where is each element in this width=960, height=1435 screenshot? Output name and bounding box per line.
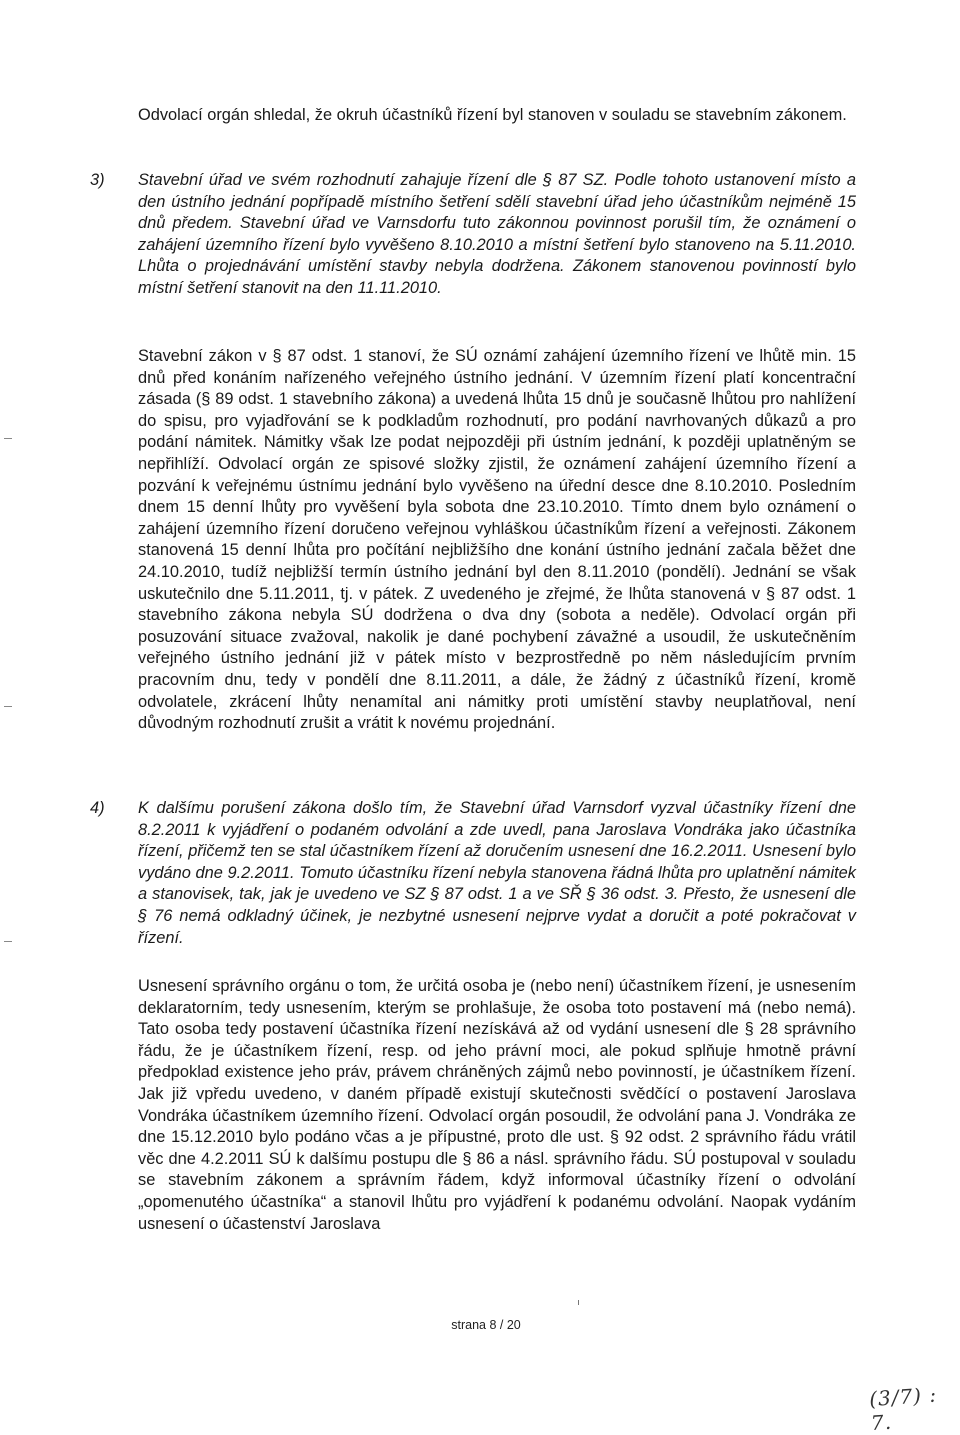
- margin-mark: [4, 706, 12, 707]
- margin-mark: [4, 941, 12, 942]
- margin-tick-mark: [578, 1300, 579, 1305]
- list-number-4: 4): [90, 799, 105, 817]
- list-number-3: 3): [90, 171, 105, 189]
- handwritten-annotation: (3/7) : 7.: [868, 1382, 938, 1435]
- paragraph-intro: Odvolací orgán shledal, že okruh účastníků řízení byl stanoven v souladu se stavebním zákonem.: [138, 106, 847, 124]
- margin-mark: [4, 438, 12, 439]
- page-number: strana 8 / 20: [451, 1318, 521, 1332]
- paragraph-law: Stavební zákon v § 87 odst. 1 stanoví, že SÚ oznámí zahájení územního řízení ve lhůtě min. 15 dnů před konáním nařízeného veřejného ústního jednání. V územním řízení platí koncentrační zásada (§ 89 odst. 1 stavebního zákona) a uvedená lhůta 15 dnů je současně lhůtou pro nahlížení do spisu, pro vyjadřování se k podkladům rozhodnutí, pro podání navrhovaných důkazů a pro podání námitek. Námitky však lze podat nejpozději při ústním jednání, k později uplatněným se nepřihlíží. Odvolací orgán ze spisové složky zjistil, že oznámení zahájení územního řízení a pozvání k veřejnému ústnímu jednání bylo vyvěšeno na úřední desce dne 8.10.2010. Posledním dnem 15 denní lhůty pro vyvěšení byla sobota dne 23.10.2010. Tímto dnem bylo oznámení o zahájení územního řízení doručeno veřejnou vyhláškou účastníkům řízení a veřejnosti. Zákonem stanovená 15 denní lhůta pro počítání nejbližšího dne konání ústního jednání začala běžet dne 24.10.2010, tudíž nejbližší termín ústního jednání byl den 8.11.2010 (pondělí). Jednání se však uskutečnilo dne 5.11.2011, tj. v pátek. Z uvedeného je zřejmé, že lhůta stanovená v § 87 odst. 1 stavebního zákona nebyla SÚ dodržena o dva dny (sobota a neděle). Odvolací orgán při posuzování situace zvažoval, nakolik je dané pochybení závažné a usoudil, že uskutečněním veřejného ústního jednání již v pátek místo v bezprostředně po něm následujícím prvním pracovním dnu, tedy v pondělí dne 8.11.2011, a dále, že žádný z účastníků řízení, kromě odvolatele, zkrácení lhůty nenamítal ani námitky proti umístění stavby neuplatňoval, není důvodným rozhodnutí zrušit a vrátit k novému projednání.: [138, 347, 856, 733]
- paragraph-item-4: K dalšímu porušení zákona došlo tím, že Stavební úřad Varnsdorf vyzval účastníky řízení dne 8.2.2011 k vyjádření o podaném odvolání a zde uvedl, pana Jaroslava Vondráka jako účastníka řízení, přičemž ten se stal účastníkem řízení až doručením usnesení dne 16.2.2011. Usnesení bylo vydáno dne 9.2.2011. Tomuto účastníku řízení nebyla stanovena řádná lhůta pro uplatnění námitek a stanovisek, tak, jak je uvedeno ve SZ § 87 odst. 1 a ve SŘ § 36 odst. 3. Přesto, že usnesení dle § 76 nemá odkladný účinek, je nezbytné usnesení nejprve vydat a doručit a poté pokračovat v řízení.: [138, 799, 856, 947]
- paragraph-final: Usnesení správního orgánu o tom, že určitá osoba je (nebo není) účastníkem řízení, je usnesením deklaratorním, tedy usnesením, kterým se prohlašuje, že osoba toto postavení má (nebo nemá). Tato osoba tedy postavení účastníka řízení nezískává až od vydání usnesení dle § 28 správního řádu, že je účastníkem řízení, resp. od jeho právní moci, ale pokud splňuje hmotně právní předpoklad existence jeho práv, právem chráněných zájmů nebo povinností, je účastníkem řízení. Jak již vpředu uvedeno, v daném případě existují skutečnosti svědčící o postavení Jaroslava Vondráka účastníkem územního řízení. Odvolací orgán posoudil, že odvolání pana J. Vondráka ze dne 15.12.2010 bylo podáno včas a je přípustné, proto dle ust. § 92 odst. 2 správního řádu vrátil věc dne 4.2.2011 SÚ k dalšímu postupu dle § 86 a násl. správního řádu. SÚ postupoval v souladu se stavebním zákonem a správním řádem, když informoval účastníky řízení o odvolání „opomenutého účastníka“ a stanovil lhůtu pro vyjádření k podanému odvolání. Naopak vydáním usnesení o účastenství Jaroslava: [138, 977, 856, 1233]
- paragraph-item-3: Stavební úřad ve svém rozhodnutí zahajuje řízení dle § 87 SZ. Podle tohoto ustanovení místo a den ústního jednání popřípadě místního šetření sdělí stavební úřad jeho účastníkům nejméně 15 dnů předem. Stavební úřad ve Varnsdorfu tuto zákonnou povinnost porušil tím, že oznámení o zahájení územního řízení bylo vyvěšeno 8.10.2010 a místní šetření bylo stanoveno na 5.11.2010. Lhůta o projednávání umístění stavby nebyla dodržena. Zákonem stanovenou povinností bylo místní šetření stanovit na den 11.11.2010.: [138, 171, 856, 297]
